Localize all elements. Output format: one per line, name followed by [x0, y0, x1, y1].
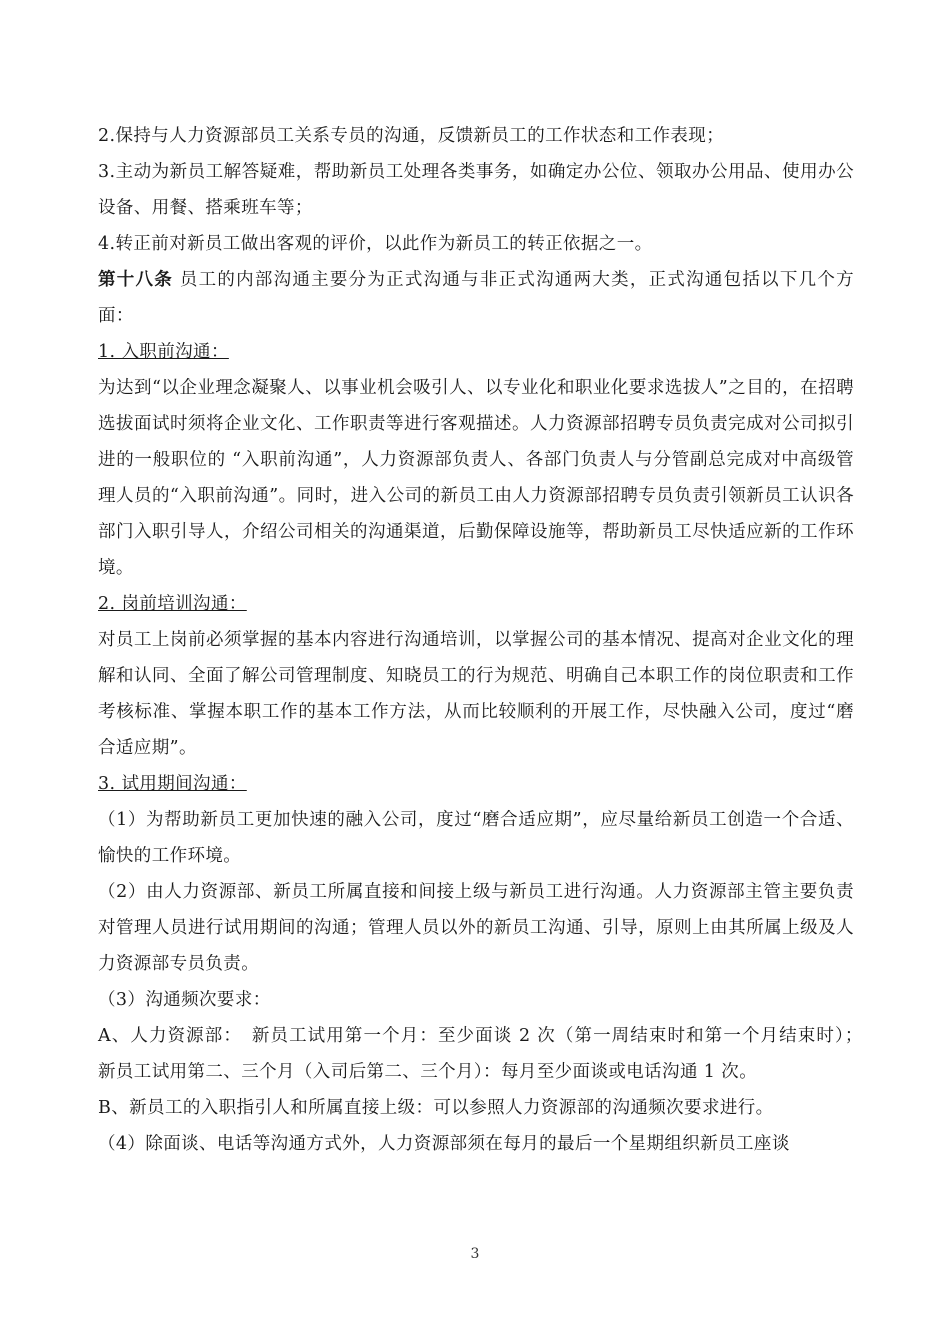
frequency-item-a: A、人力资源部： 新员工试用第一个月：至少面谈 2 次（第一周结束时和第一个月结束时）； 新员工试用第二、三个月（入司后第二、三个月）：每月至少面谈或电话沟通 1 次。: [98, 1026, 872, 1082]
paragraph-item-2: 2.保持与人力资源部员工关系专员的沟通，反馈新员工的工作状态和工作表现；: [98, 126, 725, 146]
frequency-item-b: B、新员工的入职指引人和所属直接上级：可以参照人力资源部的沟通频次要求进行。: [98, 1098, 774, 1118]
section-heading-1: [98, 334, 854, 370]
training-paragraph: 对员工上岗前必须掌握的基本内容进行沟通培训，以掌握公司的基本情况、提高对企业文化的理解和认同、全面了解公司管理制度、知晓员工的行为规范、明确自己本职工作的岗位职责和工作考核标准、掌握本职工作的基本工作方法，从而比较顺利的开展工作，尽快融入公司，度过“磨合适应期”。: [98, 630, 854, 758]
section-heading-2-text: 2. 岗前培训沟通：: [98, 594, 247, 614]
section-heading-1-text: 1. 入职前沟通：: [98, 342, 229, 362]
probation-item-4: （4）除面谈、电话等沟通方式外，人力资源部须在每月的最后一个星期组织新员工座谈: [98, 1134, 790, 1154]
section-heading-3: [98, 766, 854, 802]
article-18: [98, 262, 854, 334]
probation-item-2: （2）由人力资源部、新员工所属直接和间接上级与新员工进行沟通。人力资源部主管主要负责对管理人员进行试用期间的沟通；管理人员以外的新员工沟通、引导，原则上由其所属上级及人力资源部专员负责。: [98, 882, 854, 974]
section-heading-2: [98, 586, 854, 622]
paragraph-item-3: 3.主动为新员工解答疑难，帮助新员工处理各类事务，如确定办公位、领取办公用品、使用办公设备、用餐、搭乘班车等；: [98, 162, 854, 218]
document-body: [98, 118, 872, 1162]
section-heading-3-text: 3. 试用期间沟通：: [98, 774, 247, 794]
pre-hire-paragraph: 为达到“以企业理念凝聚人、以事业机会吸引人、以专业化和职业化要求选拔人”之目的，在招聘选拔面试时须将企业文化、工作职责等进行客观描述。人力资源部招聘专员负责完成对公司拟引进的一般职位的 “入职前沟通”，人力资源部负责人、各部门负责人与分管副总完成对中高级管理人员的“入职前沟通”。同时，进入公司的新员工由人力资源部招聘专员负责引领新员工认识各部门入职引导人，介绍公司相关的沟通渠道，后勤保障设施等，帮助新员工尽快适应新的工作环境。: [98, 378, 854, 578]
probation-item-1: （1）为帮助新员工更加快速的融入公司，度过“磨合适应期”，应尽量给新员工创造一个合适、愉快的工作环境。: [98, 810, 854, 866]
page-number: 3: [470, 1246, 480, 1262]
paragraph-item-4: 4.转正前对新员工做出客观的评价，以此作为新员工的转正依据之一。: [98, 234, 653, 254]
article-title: 第十八条: [98, 270, 174, 290]
article-body: 员工的内部沟通主要分为正式沟通与非正式沟通两大类，正式沟通包括以下几个方面：: [98, 270, 854, 326]
probation-item-3: （3）沟通频次要求：: [98, 990, 271, 1010]
